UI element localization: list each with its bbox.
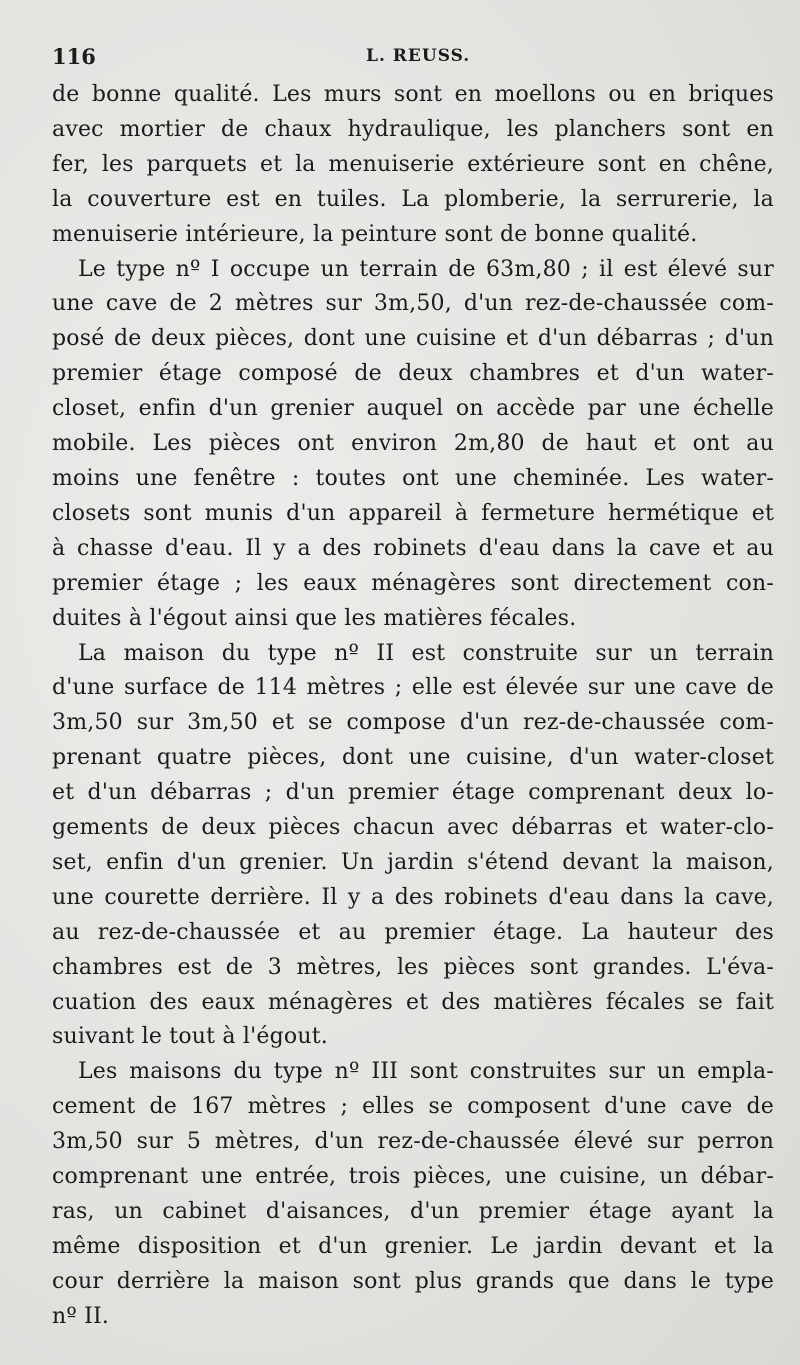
paragraph-1 (52, 78, 774, 253)
text-line: de bonne qualité. Les murs sont en moellons ou en briques (52, 82, 774, 107)
text-line: avec mortier de chaux hydraulique, les planchers sont en (52, 116, 774, 142)
text-line: moins une fenêtre : toutes ont une cheminée. Les water- (52, 465, 774, 491)
text-line: nº II. (52, 1303, 110, 1329)
page-header (52, 38, 774, 78)
page-number: 116 (52, 44, 96, 69)
text-line: une courette derrière. Il y a des robinets d'eau dans la cave, (52, 884, 774, 910)
text-line: cement de 167 mètres ; elles se composent d'une cave de (52, 1094, 774, 1120)
paragraph-3 (52, 637, 774, 1056)
text-line: suivant le tout à l'égout. (52, 1024, 328, 1050)
text-line: la couverture est en tuiles. La plomberie, la serrurerie, la (52, 186, 774, 212)
text-line: comprenant une entrée, trois pièces, une cuisine, un débar- (52, 1164, 774, 1190)
text-line: 3m,50 sur 5 mètres, d'un rez-de-chaussée élevé sur perron (52, 1129, 774, 1155)
text-line: au rez-de-chaussée et au premier étage. La hauteur des (52, 919, 774, 945)
text-line: mobile. Les pièces ont environ 2m,80 de haut et ont au (52, 431, 774, 457)
text-line: et d'un débarras ; d'un premier étage comprenant deux lo- (52, 780, 774, 806)
text-line: 3m,50 sur 3m,50 et se compose d'un rez-de-chaussée com- (52, 710, 774, 736)
text-line: cuation des eaux ménagères et des matières fécales se fait (52, 989, 774, 1015)
text-line: posé de deux pièces, dont une cuisine et d'un débarras ; d'un (52, 326, 774, 352)
text-line: Le type nº I occupe un terrain de 63m,80 ; il est élevé sur (78, 256, 774, 282)
text-line: menuiserie intérieure, la peinture sont de bonne qualité. (52, 221, 698, 247)
text-line: même disposition et d'un grenier. Le jardin devant et la (52, 1233, 774, 1259)
text-line: à chasse d'eau. Il y a des robinets d'eau dans la cave et au (52, 535, 774, 561)
text-line: premier étage composé de deux chambres et d'un water- (52, 361, 774, 387)
text-line: prenant quatre pièces, dont une cuisine, d'un water-closet (52, 745, 774, 771)
text-line: chambres est de 3 mètres, les pièces sont grandes. L'éva- (52, 954, 774, 980)
text-line: d'une surface de 114 mètres ; elle est élevée sur une cave de (52, 675, 774, 701)
text-line: gements de deux pièces chacun avec débarras et water-clo- (52, 815, 774, 841)
text-line: set, enfin d'un grenier. Un jardin s'étend devant la maison, (52, 849, 774, 875)
text-line: une cave de 2 mètres sur 3m,50, d'un rez-de-chaussée com- (52, 291, 774, 317)
paragraph-4 (52, 1055, 774, 1334)
body-text (52, 78, 774, 1335)
paragraph-2 (52, 253, 774, 637)
text-line: closet, enfin d'un grenier auquel on accède par une échelle (52, 396, 774, 422)
text-line: Les maisons du type nº III sont construites sur un empla- (78, 1059, 774, 1085)
text-line: fer, les parquets et la menuiserie extérieure sont en chêne, (52, 151, 774, 177)
text-line: closets sont munis d'un appareil à fermeture hermétique et (52, 500, 774, 526)
text-line: duites à l'égout ainsi que les matières fécales. (52, 605, 577, 631)
text-line: ras, un cabinet d'aisances, d'un premier étage ayant la (52, 1199, 774, 1224)
running-head: L. REUSS. (366, 46, 471, 66)
text-line: premier étage ; les eaux ménagères sont directement con- (52, 570, 774, 596)
text-line: La maison du type nº II est construite sur un terrain (78, 640, 774, 666)
text-line: cour derrière la maison sont plus grands que dans le type (52, 1268, 774, 1294)
